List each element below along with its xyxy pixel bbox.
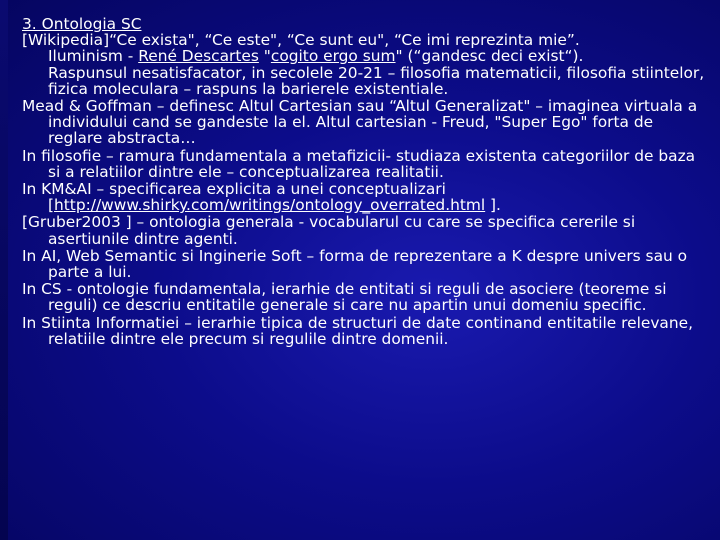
paragraph-ai-web-semantic: In AI, Web Semantic si Inginerie Soft – forma de reprezentare a K despre univers sau o parte a lui. [22,246,688,282]
km-ai-text: In KM&AI – specificarea explicita a unei conceptualizari [ [22,180,446,215]
paragraph-mead-goffman: Mead & Goffman – definesc Altul Cartesian sau “Altul Generalizat" – imaginea virtuala a individului cand se gandeste la el. Altul cartesian - Freud, "Super Ego" forta de reglare abstracta… [22,97,698,148]
paragraph-stiinta-informatiei: In Stiinta Informatiei – ierarhie tipica de structuri de date continand entitatile relevane, relatiile dintre ele precum si regulile dintre domenii. [22,313,693,348]
paragraph-wikipedia-line1: [Wikipedia]“Ce exista", “Ce este", “Ce sunt eu", “Ce imi reprezinta mie”. [22,31,580,50]
paragraph-filosofie: In filosofie – ramura fundamentala a metafizicii- studiaza existenta categoriilor de baza si a relatiilor dintre ele – conceptualizarea realitatii. [22,146,696,181]
link-shirky-ontology[interactable]: http://www.shirky.com/writings/ontology_overrated.html [54,196,486,215]
cogito-translation: " (“gandesc deci exist“). [395,47,584,66]
cogito-quote-open: " [258,47,271,66]
slide-title: 3. Ontologia SC [22,15,142,33]
descartes-prefix: Iluminism - [48,47,139,66]
paragraph-wikipedia [22,32,712,97]
slide-content [22,16,712,348]
paragraph-cs: In CS - ontologie fundamentala, ierarhie de entitati si reguli de asociere (teoreme si reguli) ce descriu entitatile generale si care nu apartin unui domeniu specific. [22,280,667,315]
paragraph-km-ai [22,181,712,213]
link-rene-descartes[interactable]: René Descartes [138,47,259,66]
km-ai-post: ]. [485,196,501,215]
link-cogito-ergo-sum[interactable]: cogito ergo sum [270,47,396,66]
paragraph-wikipedia-rest: Raspunsul nesatisfacator, in secolele 20-21 – filosofia matematicii, filosofia stiintelor, fizica moleculara – raspuns la barierele existentiale. [48,63,705,98]
paragraph-gruber: [Gruber2003 ] – ontologia generala - vocabularul cu care se specifica cererile si asertiunile dintre agenti. [22,213,636,248]
left-accent-bar [0,0,8,540]
